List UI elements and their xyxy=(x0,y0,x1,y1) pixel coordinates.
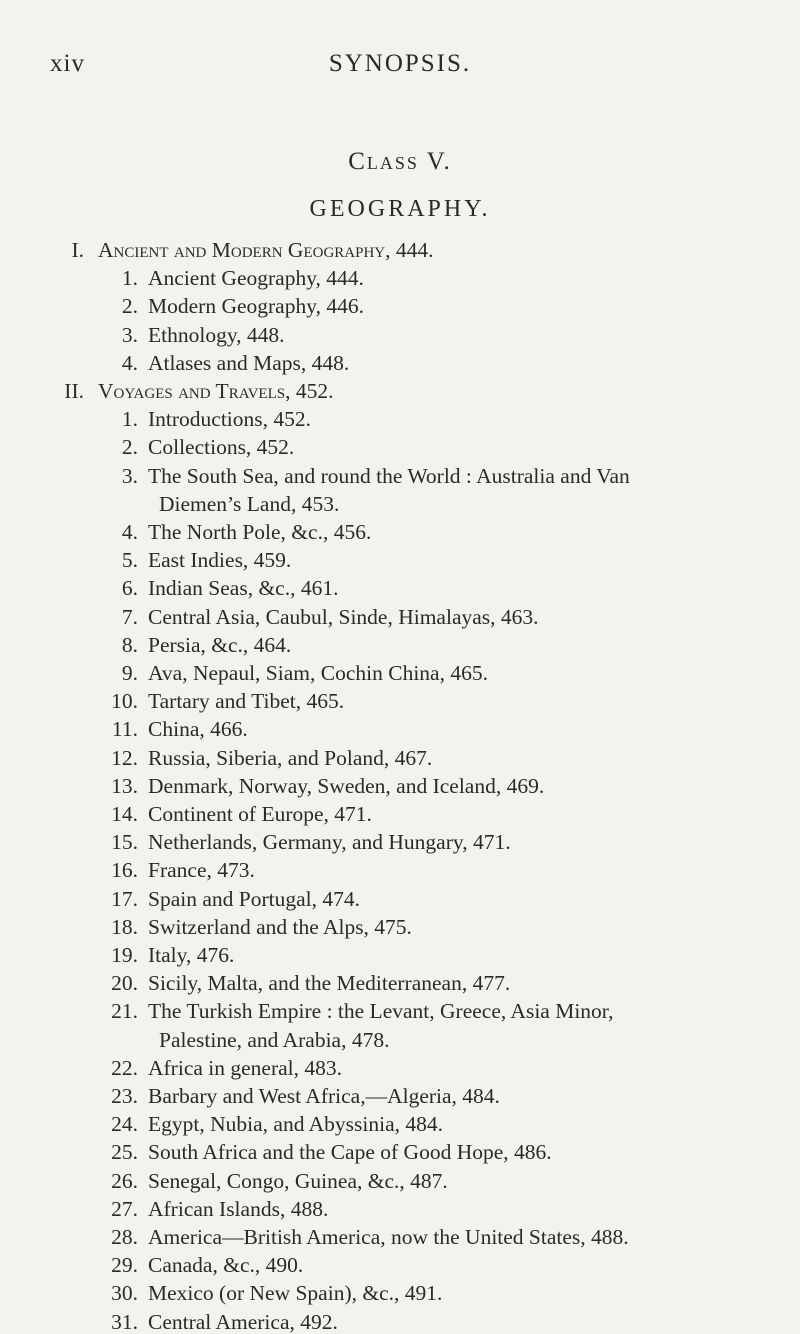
entry-number: 4. xyxy=(121,520,138,544)
entry-number: 28. xyxy=(111,1225,138,1249)
part-title: Ancient and Modern Geography, 444. xyxy=(98,238,434,262)
entry-number: 15. xyxy=(111,830,138,855)
entry-number: 8. xyxy=(121,632,138,657)
entry-text: Modern Geography, 446. xyxy=(148,294,364,319)
entry-text: Spain and Portugal, 474. xyxy=(148,886,360,911)
part-numeral: II. xyxy=(64,379,84,403)
entry-text: Tartary and Tibet, 465. xyxy=(148,689,345,714)
entry-text: Ancient Geography, 444. xyxy=(148,266,364,291)
entry-number: 5. xyxy=(121,548,138,573)
entry-text: Collections, 452. xyxy=(148,435,295,460)
entry-text: Sicily, Malta, and the Mediterranean, 477. xyxy=(148,971,511,996)
entry-number: 23. xyxy=(111,1084,138,1108)
entry-number: 25. xyxy=(111,1140,138,1165)
entry-number: 9. xyxy=(121,661,138,685)
entry-text: Denmark, Norway, Sweden, and Iceland, 469. xyxy=(148,773,545,798)
entry-text: Russia, Siberia, and Poland, 467. xyxy=(148,745,433,770)
class-title: Class V. xyxy=(348,148,452,175)
entry-number: 26. xyxy=(111,1168,138,1193)
entry-number: 24. xyxy=(111,1112,138,1137)
entry-text: France, 473. xyxy=(148,858,255,883)
entry-number: 1. xyxy=(121,266,138,291)
entry-number: 18. xyxy=(111,914,138,939)
entry-text: Switzerland and the Alps, 475. xyxy=(148,914,412,939)
entry-number: 29. xyxy=(111,1253,138,1278)
entry-number: 31. xyxy=(111,1309,138,1334)
entry-number: 22. xyxy=(111,1055,138,1080)
entry-text: African Islands, 488. xyxy=(148,1196,329,1221)
entry-text: The Turkish Empire : the Levant, Greece, Asia Minor, xyxy=(148,999,614,1024)
entry-text: Indian Seas, &c., 461. xyxy=(148,576,339,601)
entry-number: 21. xyxy=(111,999,138,1024)
entry-text: The North Pole, &c., 456. xyxy=(148,520,372,544)
entry-text: Senegal, Congo, Guinea, &c., 487. xyxy=(148,1168,448,1193)
entry-text: Italy, 476. xyxy=(148,943,235,967)
entry-text: Ava, Nepaul, Siam, Cochin China, 465. xyxy=(148,661,488,685)
entry-number: 4. xyxy=(121,350,138,375)
entry-text: Atlases and Maps, 448. xyxy=(148,350,350,375)
entry-number: 16. xyxy=(111,858,138,883)
entry-text: Central America, 492. xyxy=(148,1309,338,1334)
page-number: xiv xyxy=(50,50,85,77)
entry-text: Continent of Europe, 471. xyxy=(148,802,372,826)
part-title: Voyages and Travels, 452. xyxy=(98,379,334,403)
entry-text: The South Sea, and round the World : Australia and Van xyxy=(148,463,630,488)
entry-text: East Indies, 459. xyxy=(148,548,292,573)
entry-number: 12. xyxy=(111,745,138,770)
entry-number: 13. xyxy=(111,773,138,798)
entry-number: 2. xyxy=(121,294,138,319)
entry-number: 2. xyxy=(121,435,138,460)
entry-number: 11. xyxy=(111,717,138,742)
part-numeral: I. xyxy=(71,238,84,262)
entry-number: 6. xyxy=(121,576,138,601)
entry-text: Persia, &c., 464. xyxy=(148,632,292,657)
entry-number: 30. xyxy=(111,1281,138,1306)
entry-number: 3. xyxy=(121,322,138,347)
entry-text-continued: Palestine, and Arabia, 478. xyxy=(159,1027,390,1052)
entry-text: China, 466. xyxy=(148,717,248,742)
entry-number: 14. xyxy=(111,802,138,826)
entry-text: South Africa and the Cape of Good Hope, 486. xyxy=(148,1140,552,1165)
entry-text: Netherlands, Germany, and Hungary, 471. xyxy=(148,830,511,855)
page-header xyxy=(0,50,800,90)
entry-number: 3. xyxy=(121,463,138,488)
entry-text: Canada, &c., 490. xyxy=(148,1253,304,1278)
entry-text: Barbary and West Africa,—Algeria, 484. xyxy=(148,1084,500,1108)
entry-number: 27. xyxy=(111,1196,138,1221)
entry-text: Central Asia, Caubul, Sinde, Himalayas, 463. xyxy=(148,604,539,629)
entry-number: 19. xyxy=(111,943,138,967)
entry-number: 7. xyxy=(121,604,138,629)
entry-number: 1. xyxy=(121,407,138,432)
entry-text: Ethnology, 448. xyxy=(148,322,285,347)
entry-text: Egypt, Nubia, and Abyssinia, 484. xyxy=(148,1112,444,1137)
entry-text: Mexico (or New Spain), &c., 491. xyxy=(148,1281,443,1306)
entry-text: Africa in general, 483. xyxy=(148,1055,343,1080)
entry-number: 20. xyxy=(111,971,138,996)
entry-text: America—British America, now the United States, 488. xyxy=(148,1225,629,1249)
subject-title: GEOGRAPHY. xyxy=(309,196,491,222)
entry-text: Introductions, 452. xyxy=(148,407,312,432)
running-head: SYNOPSIS. xyxy=(328,50,472,77)
entry-number: 17. xyxy=(111,886,138,911)
entry-number: 10. xyxy=(111,689,138,714)
entry-text-continued: Diemen’s Land, 453. xyxy=(159,491,340,516)
